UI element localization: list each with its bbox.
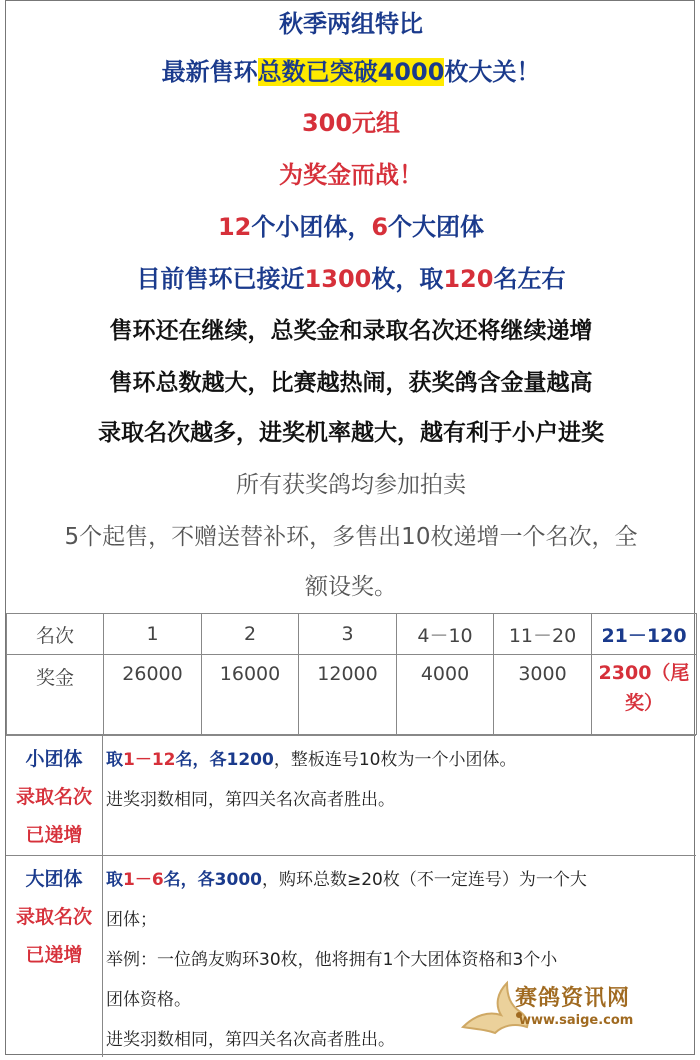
rank-cell: 1	[104, 614, 202, 655]
note-sale-rules: 5个起售，不赠送替补环，多售出10枚递增一个名次，全	[64, 524, 638, 550]
rank-cell: 4－10	[397, 614, 494, 655]
small-group-label-2: 录取名次	[15, 786, 92, 808]
prize-cell: 16000	[202, 655, 299, 735]
big-group-label-1: 大团体	[25, 868, 83, 890]
current-sales-e: 名左右	[493, 265, 566, 293]
slogan: 为奖金而战！	[279, 161, 423, 189]
prize-cell: 4000	[397, 655, 494, 735]
prize-cell: 26000	[104, 655, 202, 735]
small-group-rules	[103, 736, 696, 820]
rule-rank-range: 1－12	[123, 750, 176, 770]
prize-cell: 3000	[494, 655, 592, 735]
group-price: 300元组	[301, 109, 401, 137]
small-group-text: 个小团体，	[251, 213, 372, 241]
prize-label: 奖金	[7, 655, 104, 735]
small-group-section	[6, 735, 696, 856]
prize-cell: 12000	[299, 655, 397, 735]
small-group-label-3: 已递增	[25, 824, 83, 846]
small-group-label	[6, 736, 103, 856]
group-counts	[6, 207, 696, 247]
prize-table	[6, 613, 697, 735]
current-sales	[6, 259, 696, 299]
big-group-example-2: 团体资格。	[106, 990, 191, 1010]
big-group-label	[6, 856, 103, 1057]
prize-row	[7, 655, 697, 735]
rule-each: 名，各	[175, 750, 227, 770]
sales-total-highlight: 总数已突破4000	[257, 58, 445, 86]
rule-amount: 3000	[214, 870, 262, 890]
note-bigger: 售环总数越大，比赛越热闹，获奖鸽含金量越高	[109, 370, 593, 396]
watermark-name: 赛鸽资讯网	[515, 986, 631, 1011]
rank-cell: 3	[299, 614, 397, 655]
rank-cell: 2	[202, 614, 299, 655]
title: 秋季两组特比	[279, 10, 423, 38]
award-count: 120	[443, 265, 494, 293]
note-auction: 所有获奖鸽均参加拍卖	[236, 472, 466, 498]
current-sales-a: 目前售环已接近	[136, 265, 305, 293]
big-group-text: 个大团体	[388, 213, 485, 241]
rule-each: 名，各	[163, 870, 215, 890]
big-group-label-2: 录取名次	[15, 906, 92, 928]
big-group-count: 6	[371, 213, 389, 241]
rank-row	[7, 614, 697, 655]
watermark	[455, 975, 685, 1045]
note-continuing: 售环还在继续，总奖金和录取名次还将继续递增	[109, 318, 593, 344]
prize-cell-last: 2300（尾奖）	[592, 655, 697, 735]
current-sales-count: 1300	[304, 265, 372, 293]
rule-prefix: 取	[106, 870, 123, 890]
big-group-rule-1	[106, 860, 690, 900]
notice-sheet	[5, 0, 695, 1055]
big-group-example-1: 举例：一位鸽友购环30枚，他将拥有1个大团体资格和3个小	[106, 950, 558, 970]
rule-rank-range: 1－6	[123, 870, 164, 890]
big-group-rule-1b: 团体；	[106, 910, 157, 930]
current-sales-c: 枚，取	[371, 265, 444, 293]
big-group-rule-2: 进奖羽数相同，第四关名次高者胜出。	[106, 1030, 395, 1050]
small-group-rule-1	[106, 740, 690, 780]
big-group-label-3: 已递增	[25, 944, 83, 966]
note-more-ranks: 录取名次越多，进奖机率越大，越有利于小户进奖	[98, 420, 604, 446]
rule-amount: 1200	[226, 750, 274, 770]
rank-cell: 11－20	[494, 614, 592, 655]
rank-label: 名次	[7, 614, 104, 655]
small-group-count: 12	[217, 213, 252, 241]
note-sale-rules-2: 额设奖。	[305, 574, 397, 600]
rule-prefix: 取	[106, 750, 123, 770]
headline-sales-total	[6, 53, 696, 91]
watermark-url: www.saige.com	[519, 1013, 634, 1028]
sales-total-prefix: 最新售环	[161, 58, 258, 86]
rule-desc: ，购环总数≥20枚（不一定连号）为一个大	[262, 870, 587, 890]
small-group-rule-2: 进奖羽数相同，第四关名次高者胜出。	[106, 790, 395, 810]
small-group-label-1: 小团体	[25, 748, 83, 770]
sales-total-suffix: 枚大关！	[444, 58, 541, 86]
rank-cell-last: 21－120	[592, 614, 697, 655]
rule-desc: ，整板连号10枚为一个小团体。	[273, 750, 517, 770]
